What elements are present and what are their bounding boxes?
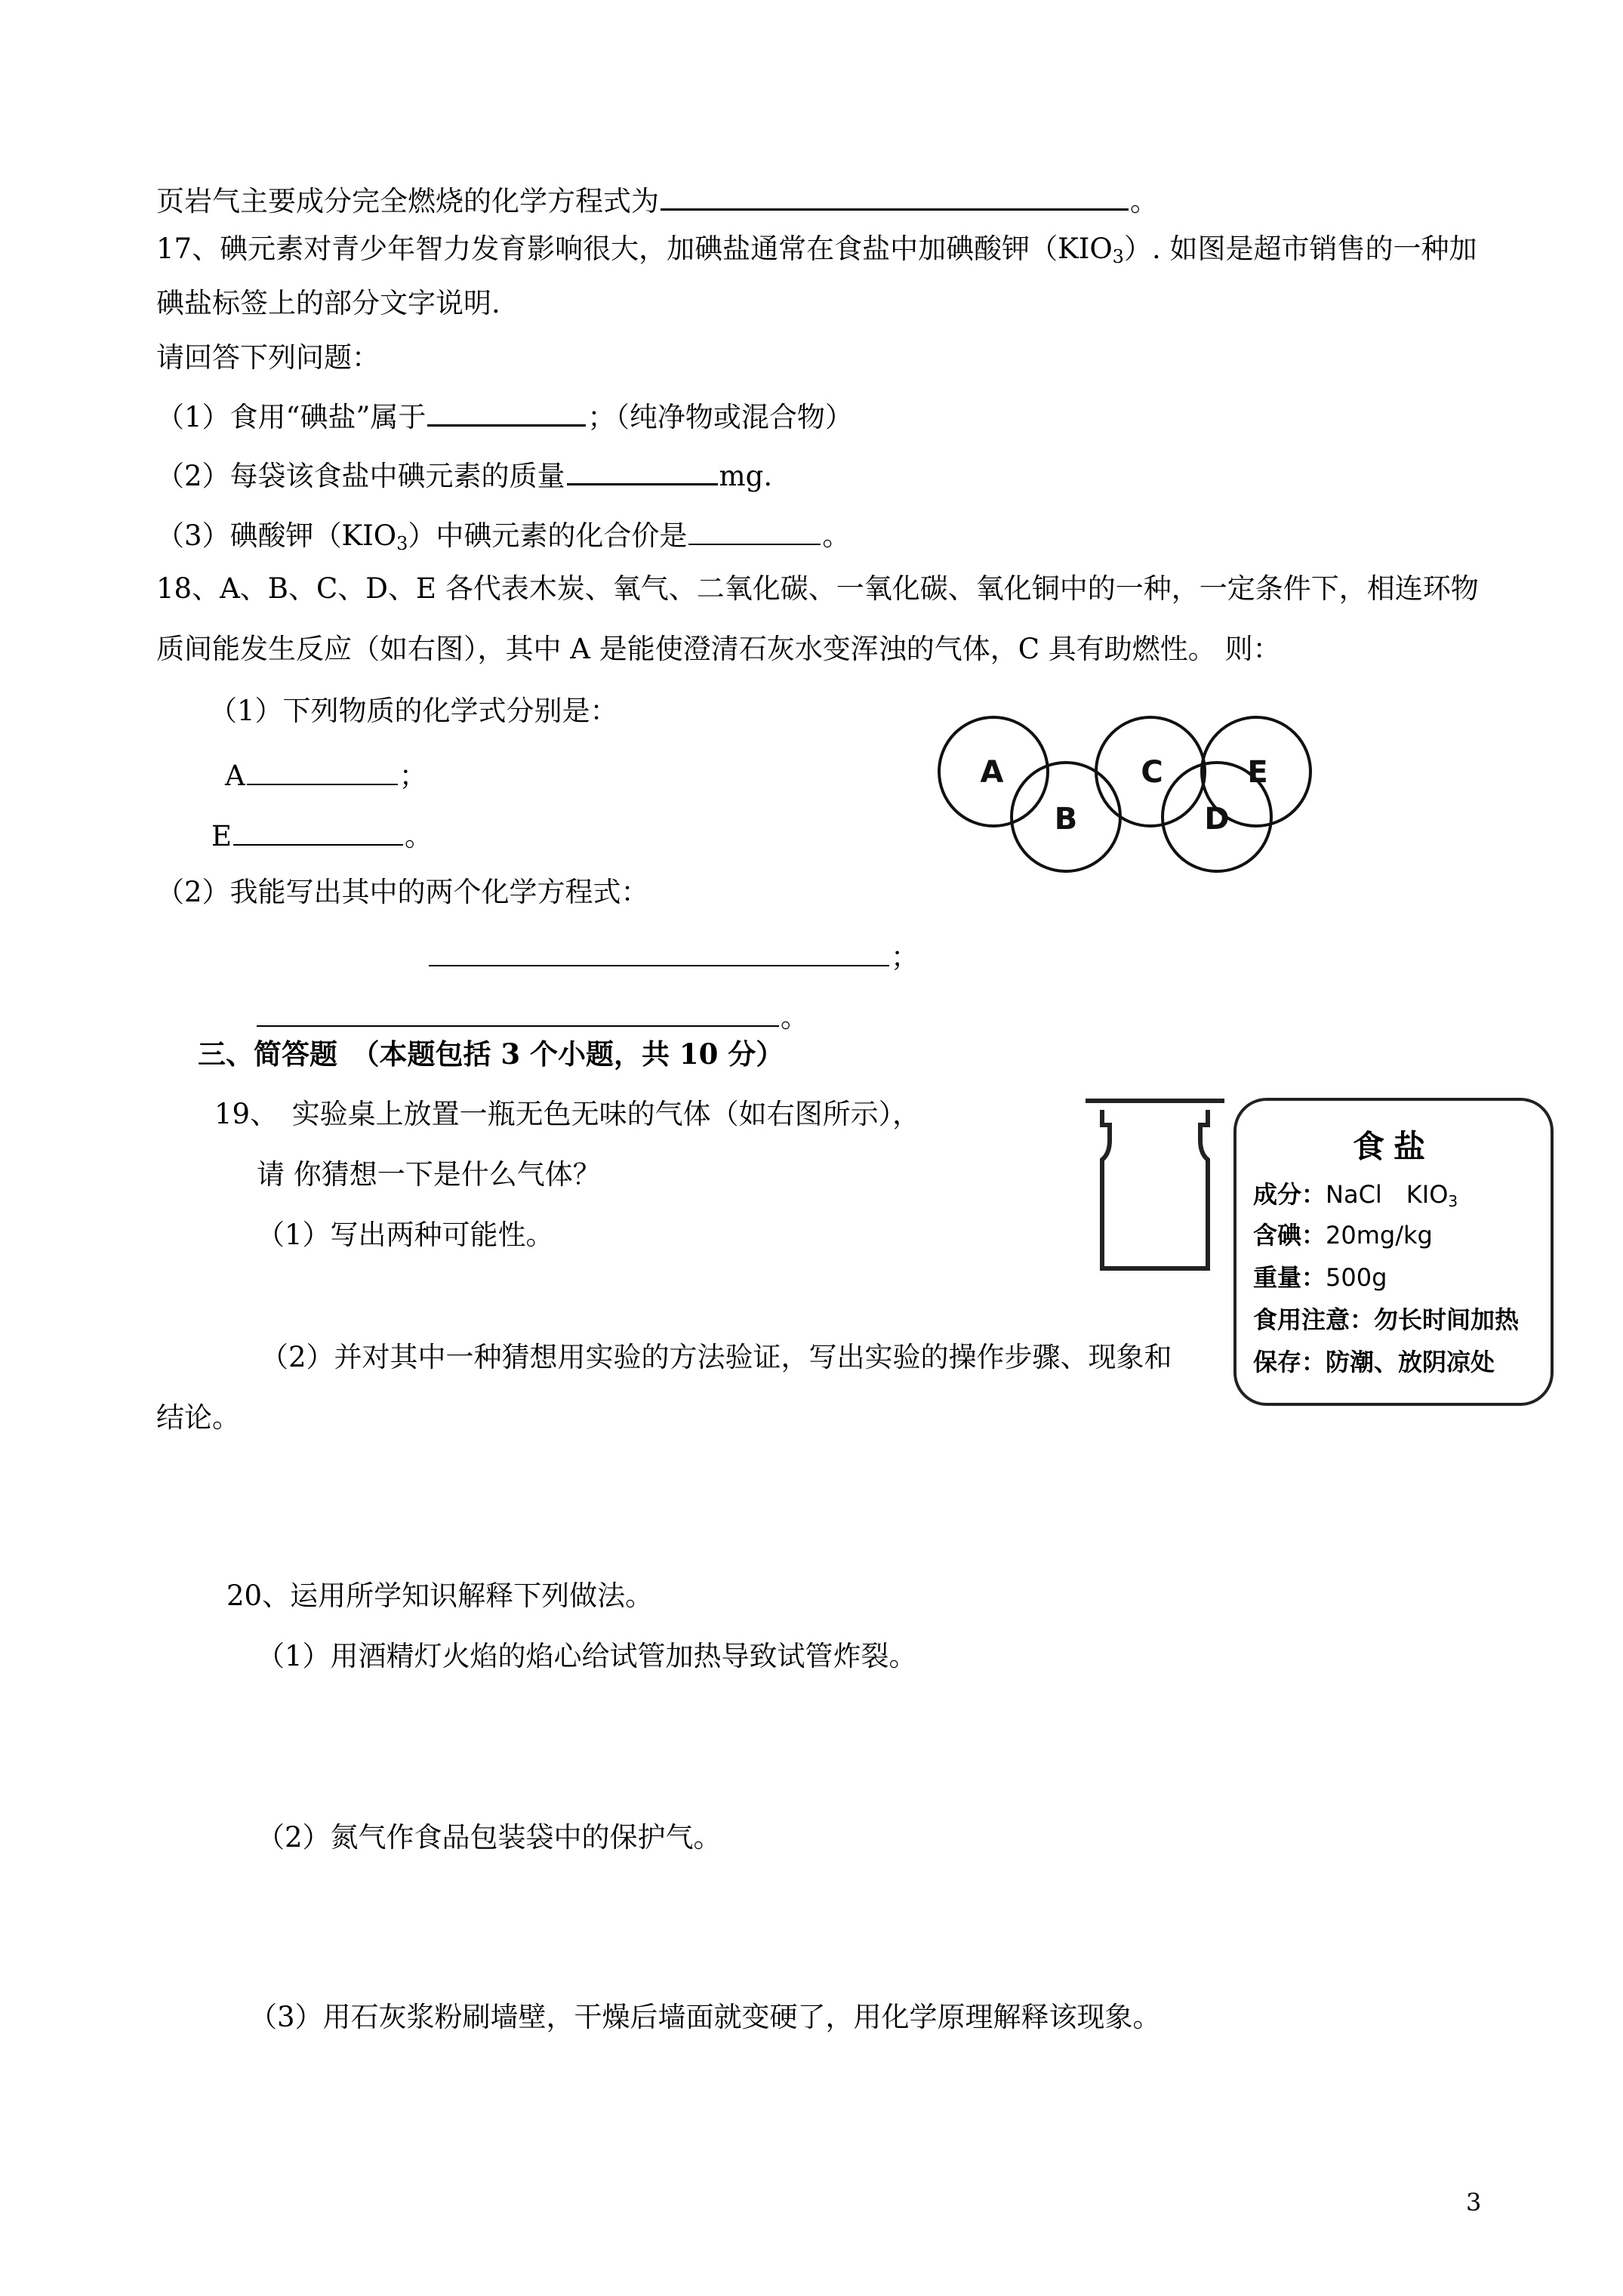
label-A: A (225, 760, 245, 792)
punct: 。 (822, 519, 851, 552)
subscript: 3 (1448, 1192, 1458, 1210)
rings-diagram (936, 710, 1268, 891)
q18-part1 (209, 693, 618, 729)
answer-blank[interactable] (427, 394, 586, 427)
q17-part2 (156, 453, 772, 495)
shale-gas-text: 页岩气主要成分完全燃烧的化学方程式为 (156, 185, 659, 217)
answer-blank[interactable] (567, 453, 718, 485)
q17-text-a: 17、碘元素对青少年智力发育影响很大，加碘盐通常在食盐中加碘酸钾（KIO (156, 233, 1113, 265)
q18-eq1-line (427, 935, 919, 975)
answer-blank[interactable] (247, 754, 398, 785)
answer-blank[interactable] (429, 935, 889, 966)
caution-key: 食用注意： (1253, 1305, 1375, 1334)
iodine-key: 含碘： (1253, 1221, 1326, 1250)
q20-2-text: （2）氮气作食品包装袋中的保护气。 (257, 1821, 722, 1854)
q18-text-a: 18、A、B、C、D、E 各代表木炭、氧气、二氧化碳、一氧化碳、氧化铜中的一种，一定条件下，相连环物 (156, 572, 1479, 605)
q17-3-text-a: （3）碘酸钾（KIO (156, 519, 397, 552)
q17-text-b: ）. 如图是超市销售的一种加 (1123, 233, 1477, 265)
q20-part1 (257, 1638, 917, 1675)
q20-line (226, 1578, 653, 1614)
q19-line1 (214, 1096, 920, 1133)
q17-1-text: （1）食用“碘盐”属于 (156, 401, 427, 433)
answer-blank[interactable] (233, 814, 403, 846)
q20-text: 20、运用所学知识解释下列做法。 (226, 1579, 654, 1612)
q17-2-unit: mg. (719, 460, 773, 492)
punct: 。 (1130, 185, 1158, 217)
salt-weight (1253, 1262, 1387, 1293)
q19-part2-cont (156, 1400, 240, 1436)
weight-val: 500g (1326, 1263, 1387, 1292)
ring-label-C: C (1141, 755, 1163, 790)
q17-2-text: （2）每袋该食盐中碘元素的质量 (156, 460, 565, 492)
q18-part2 (156, 874, 649, 911)
q19-text-b: 请 你猜想一下是什么气体？ (257, 1158, 601, 1191)
gas-bottle (1079, 1080, 1230, 1284)
storage-key: 保存： (1253, 1348, 1326, 1376)
q18-1-text: （1）下列物质的化学式分别是： (209, 695, 618, 727)
q20-part3 (249, 1999, 1161, 2036)
page-number: 3 (1466, 2188, 1482, 2217)
q19-1-text: （1）写出两种可能性。 (257, 1219, 554, 1251)
salt-caution (1253, 1305, 1519, 1335)
caution-val: 勿长时间加热 (1374, 1305, 1520, 1334)
shale-gas-line (156, 178, 1158, 220)
salt-label (1233, 1098, 1554, 1406)
q20-1-text: （1）用酒精灯火焰的焰心给试管加热导致试管炸裂。 (257, 1640, 917, 1672)
weight-key: 重量： (1253, 1263, 1326, 1292)
q18-2-text: （2）我能写出其中的两个化学方程式： (156, 876, 649, 908)
q18-intro-line1 (156, 571, 1479, 607)
answer-blank[interactable] (257, 995, 779, 1027)
subscript: 3 (1112, 246, 1124, 267)
q17-part1 (156, 394, 853, 436)
q18-E-line (211, 814, 433, 855)
iodine-val: 20mg/kg (1326, 1221, 1433, 1250)
q17-intro-line1 (156, 231, 1477, 275)
salt-ingredients (1253, 1179, 1458, 1216)
subscript: 3 (396, 533, 408, 554)
q20-3-text: （3）用石灰浆粉刷墙壁，干燥后墙面就变硬了，用化学原理解释该现象。 (249, 2001, 1161, 2033)
punct: ； (399, 760, 427, 792)
ring-label-E: E (1247, 755, 1268, 790)
ring-label-B: B (1054, 802, 1078, 837)
q20-part2 (257, 1820, 722, 1856)
salt-storage (1253, 1347, 1495, 1377)
q19-text-a: 19、 实验桌上放置一瓶无色无味的气体（如右图所示）， (214, 1098, 921, 1130)
q18-intro-line2 (156, 631, 1281, 667)
salt-iodine (1253, 1220, 1433, 1250)
section-3-heading (198, 1036, 784, 1072)
q17-text-d: 请回答下列问题： (156, 341, 380, 374)
q19-part1 (257, 1217, 554, 1253)
q19-part2 (260, 1339, 1172, 1376)
q17-3-text-b: ）中碘元素的化合价是 (408, 519, 688, 552)
punct: 。 (405, 820, 433, 852)
q17-part3 (156, 513, 850, 562)
ring-label-D: D (1204, 802, 1230, 837)
q19-2-text: （2）并对其中一种猜想用实验的方法验证，写出实验的操作步骤、现象和 (260, 1341, 1172, 1373)
q17-1-hint: ；（纯净物或混合物） (587, 401, 853, 433)
storage-val: 防潮、放阴凉处 (1326, 1348, 1495, 1376)
label-E: E (211, 820, 233, 852)
q19-2-text-b: 结论。 (156, 1401, 240, 1434)
ingredients-key: 成分： (1253, 1180, 1326, 1209)
q19-line2 (257, 1157, 601, 1193)
ring-label-A: A (980, 755, 1004, 790)
punct: ； (891, 941, 919, 973)
section-3-text: 三、简答题 （本题包括 3 个小题，共 10 分） (198, 1037, 784, 1071)
answer-blank[interactable] (688, 513, 821, 545)
punct: 。 (781, 1001, 808, 1034)
q18-text-b: 质间能发生反应（如右图），其中 A 是能使澄清石灰水变浑浊的气体，C 具有助燃性。 则： (156, 633, 1281, 665)
q17-instruction (156, 340, 380, 376)
q17-text-c: 碘盐标签上的部分文字说明. (156, 287, 500, 319)
q17-intro-line2 (156, 285, 500, 322)
salt-label-title: 食盐 (1352, 1128, 1434, 1165)
ingredients-val: NaCl KIO (1326, 1180, 1449, 1209)
answer-blank[interactable] (661, 178, 1129, 211)
q18-eq2-line (255, 995, 808, 1036)
q18-A-line (225, 754, 427, 794)
